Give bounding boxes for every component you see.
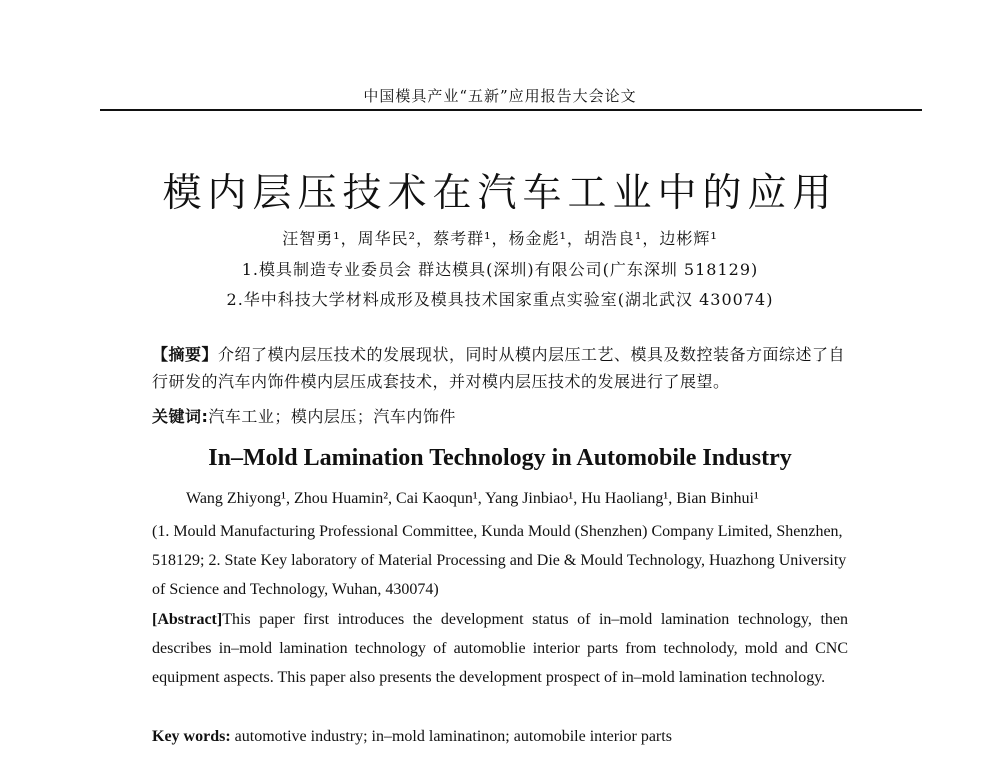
english-keywords-text: automotive industry; in–mold laminatinon; automobile interior parts <box>234 728 672 745</box>
english-abstract <box>152 605 848 692</box>
english-abstract-text: This paper first introduces the development status of in–mold lamination technology, then describes in–mold lamination technology of automoblie interior parts from technolody, mold and CNC equipment aspects. This paper also presents the development prospect of in–mold lamination technology. <box>152 611 848 686</box>
english-keywords-label: Key words: <box>152 728 231 745</box>
running-header: 中国模具产业“五新”应用报告大会论文 <box>363 87 637 105</box>
english-title: In–Mold Lamination Technology in Automobile Industry <box>208 445 792 471</box>
chinese-affiliation-2: 2.华中科技大学材料成形及模具技术国家重点实验室(湖北武汉 430074) <box>226 290 774 309</box>
english-abstract-label: [Abstract] <box>152 611 223 628</box>
chinese-abstract-label: 【摘要】 <box>152 345 219 364</box>
chinese-keywords-label: 关键词: <box>152 407 209 426</box>
header-rule <box>100 109 922 111</box>
english-keywords <box>152 728 848 746</box>
english-authors: Wang Zhiyong¹, Zhou Huamin², Cai Kaoqun¹, Yang Jinbiao¹, Hu Haoliang¹, Bian Binhui¹ <box>186 490 759 507</box>
chinese-keywords-text: 汽车工业；模内层压；汽车内饰件 <box>208 407 456 426</box>
chinese-abstract-text: 介绍了模内层压技术的发展现状，同时从模内层压工艺、模具及数控装备方面综述了自行研发的汽车内饰件模内层压成套技术，并对模内层压技术的发展进行了展望。 <box>152 345 846 391</box>
chinese-title: 模内层压技术在汽车工业中的应用 <box>162 171 838 216</box>
chinese-abstract <box>152 341 852 395</box>
chinese-keywords <box>152 404 852 427</box>
chinese-affiliation-1: 1.模具制造专业委员会 群达模具(深圳)有限公司(广东深圳 518129) <box>241 260 759 279</box>
english-affiliations: (1. Mould Manufacturing Professional Committee, Kunda Mould (Shenzhen) Company Limited, Shenzhen, 518129; 2. State Key laboratory of Material Processing and Die & Mould Technology, Huazhong University of Science and Technology, Wuhan, 430074) <box>152 523 847 598</box>
chinese-authors: 汪智勇¹，周华民²，蔡考群¹，杨金彪¹，胡浩良¹，边彬辉¹ <box>282 229 718 248</box>
